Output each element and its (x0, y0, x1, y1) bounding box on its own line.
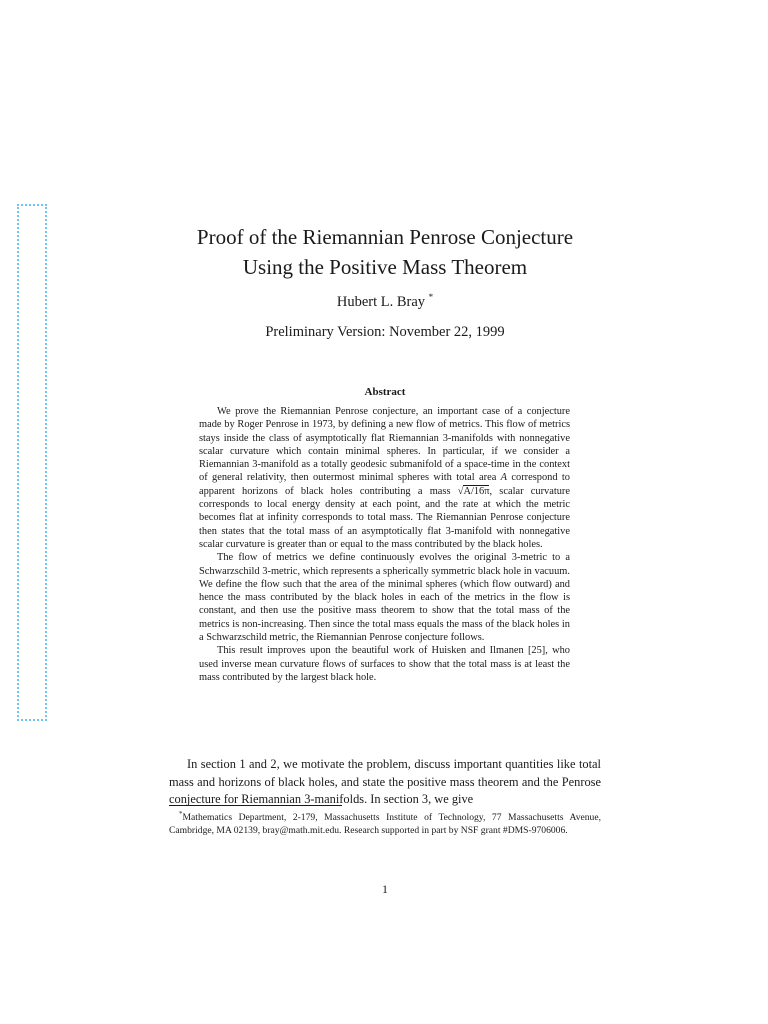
margin-dotted-box (17, 204, 47, 721)
area-variable: A (500, 472, 508, 484)
title-line-1: Proof of the Riemannian Penrose Conjecture (196, 225, 574, 249)
footnote-text: Mathematics Department, 2-179, Massachusetts Institute of Technology, 77 Massachusetts Avenue, Cambridge, MA 02139, bray@math.mit.edu. Research supported in part by NSF grant #DMS-9706006. (169, 812, 601, 837)
page-number: 1 (382, 882, 388, 896)
abstract (199, 405, 570, 684)
abstract-p1-text-a: We prove the Riemannian Penrose conjecture, an important case of a conjecture made by Roger Penrose in 1973, by defining a new flow of metrics. This flow of metrics stays inside the class of asymptotically flat Riemannian 3-manifolds with nonnegative scalar curvature which contain minimal spheres. In particular, if we consider a Riemannian 3-manifold as a totally geodesic submanifold of a space-time in the context of general relativity, then outermost minimal spheres with total area (199, 406, 570, 484)
abstract-heading: Abstract (364, 386, 406, 398)
author-line (100, 292, 670, 311)
abstract-p1-text-b: correspond to apparent horizons of black holes contributing a mass (199, 472, 570, 497)
sqrt-expression: √A/16π (457, 485, 490, 497)
title-line-2: Using the Positive Mass Theorem (242, 255, 528, 279)
author-name: Hubert L. Bray (336, 293, 426, 310)
paper-title (100, 222, 670, 282)
abstract-paragraph-1 (199, 405, 570, 551)
sqrt-radicand: A/16π (463, 485, 490, 497)
body-paragraph: In section 1 and 2, we motivate the problem, discuss important quantities like total mass and horizons of black holes, and state the positive mass theorem and the Penrose conjecture for Riemannian 3-manifolds. In section 3, we give (169, 757, 601, 806)
abstract-paragraph-2: The flow of metrics we define continuously evolves the original 3-metric to a Schwarzschild 3-metric, which represents a spherically symmetric black hole in vacuum. We define the flow such that the area of the minimal spheres (which flow outward) and hence the mass contributed by the black holes in each of the metrics in the flow is constant, and then use the positive mass theorem to show that the total mass of the metrics is non-increasing. Then since the total mass equals the mass of the black holes in a Schwarzschild metric, the Riemannian Penrose conjecture follows. (199, 552, 570, 644)
version-date: Preliminary Version: November 22, 1999 (265, 324, 505, 340)
abstract-p1-text-c: , scalar curvature corresponds to local energy density at each point, and the rate at which the metric becomes flat at infinity corresponds to total mass. The Riemannian Penrose conjecture then states that the total mass of an asymptotically flat 3-manifold with nonnegative scalar curvature is greater than or equal to the mass contributed by the black holes. (199, 485, 570, 550)
abstract-paragraph-3: This result improves upon the beautiful work of Huisken and Ilmanen [25], who used inverse mean curvature flows of surfaces to show that the total mass is at least the mass contributed by the largest black hole. (199, 645, 570, 683)
footnote (169, 808, 601, 838)
footnote-rule (169, 805, 342, 806)
footnote-mark: * (179, 810, 183, 818)
author-footnote-mark: * (428, 292, 434, 302)
